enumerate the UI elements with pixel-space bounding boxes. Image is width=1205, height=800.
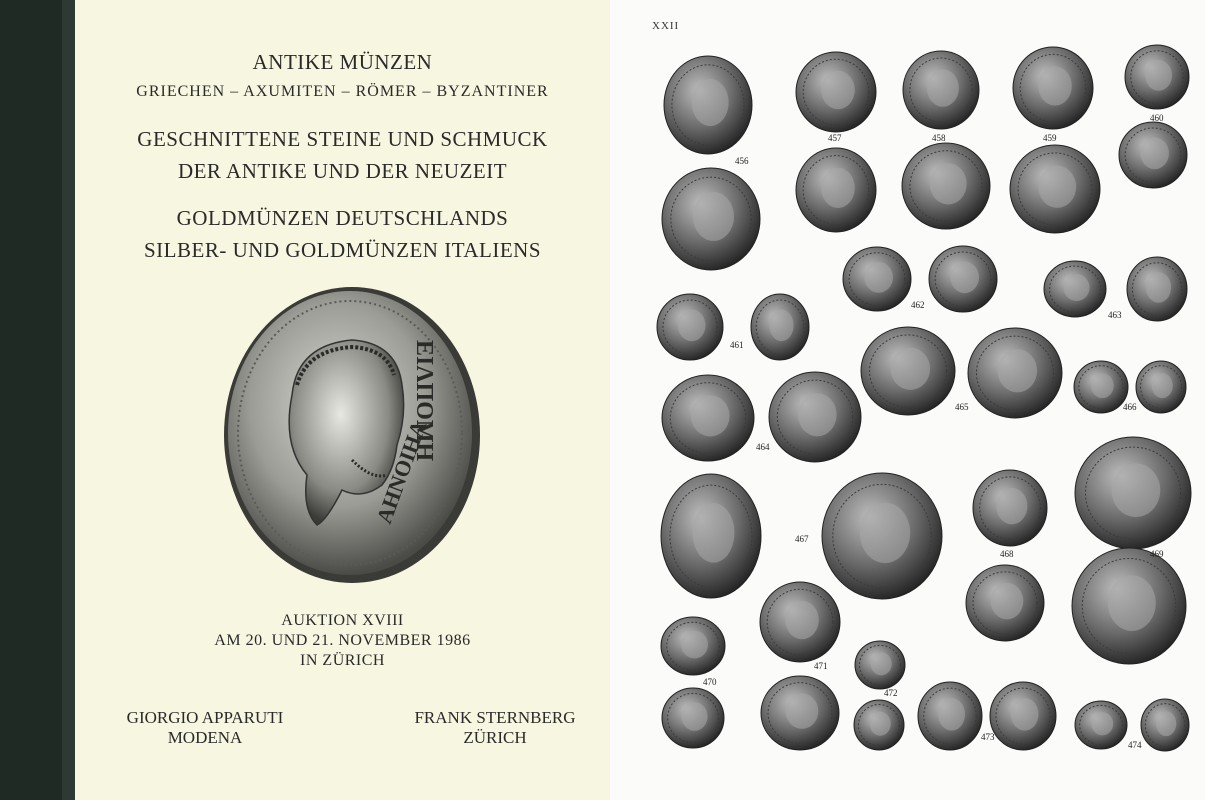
coin-relief	[1112, 463, 1161, 517]
coin-relief	[1064, 274, 1090, 301]
cover-section2-line1: GESCHNITTENE STEINE UND SCHMUCK	[137, 127, 548, 151]
publisher-right-name: FRANK STERNBERG	[414, 708, 576, 727]
coin-label-466: 466	[1123, 402, 1137, 412]
coin-relief	[692, 79, 729, 126]
coin-relief	[1038, 66, 1072, 105]
coin-relief	[786, 693, 819, 729]
coin-relief	[691, 395, 730, 436]
coin-relief	[1156, 711, 1176, 736]
coin-relief	[1011, 698, 1039, 731]
auction-date: AM 20. UND 21. NOVEMBER 1986	[214, 632, 471, 649]
coin-label-469: 469	[1150, 549, 1164, 559]
coin-relief	[681, 631, 708, 659]
coin-relief	[1108, 575, 1156, 631]
coin-label-461: 461	[730, 340, 744, 350]
coin-label-459: 459	[1043, 133, 1057, 143]
coin-label-470: 470	[703, 677, 717, 687]
coin-plate	[610, 0, 1205, 800]
coin-relief	[821, 71, 855, 109]
cover-subtitle: GRIECHEN – AXUMITEN – RÖMER – BYZANTINER	[136, 83, 549, 100]
cover-title: ANTIKE MÜNZEN	[252, 50, 433, 74]
auction-number: AUKTION XVIII	[281, 612, 404, 629]
cover-coin-inscription-bottom: ΑΗΝΟΙΗΑ	[371, 417, 432, 527]
publisher-left-name: GIORGIO APPARUTI	[126, 708, 284, 727]
coin-relief	[998, 349, 1037, 392]
coin-label-474: 474	[1128, 740, 1142, 750]
book-spine-edge	[62, 0, 75, 800]
coin-label-473: 473	[981, 732, 995, 742]
auction-place: IN ZÜRICH	[300, 652, 385, 669]
publisher-right-city: ZÜRICH	[463, 728, 527, 747]
coin-label-464: 464	[756, 442, 770, 452]
coin-relief	[991, 583, 1024, 619]
coin-label-471: 471	[814, 661, 828, 671]
coin-relief	[785, 601, 819, 639]
coin-relief	[1146, 272, 1171, 303]
cover-section3-line1: GOLDMÜNZEN DEUTSCHLANDS	[176, 206, 509, 230]
publisher-left-city: MODENA	[167, 728, 243, 747]
cover-section2-line2: DER ANTIKE UND DER NEUZEIT	[177, 159, 508, 183]
cover-section3-line2: SILBER- UND GOLDMÜNZEN ITALIENS	[143, 238, 542, 262]
coin-label-460: 460	[1150, 113, 1164, 123]
coin-relief	[693, 192, 734, 241]
coin-label-467: 467	[795, 534, 809, 544]
coin-label-456: 456	[735, 156, 749, 166]
coin-label-472: 472	[884, 688, 898, 698]
coin-label-468: 468	[1000, 549, 1014, 559]
coin-relief	[1140, 138, 1169, 170]
coin-label-457: 457	[828, 133, 842, 143]
coin-relief	[891, 348, 930, 390]
coin-relief	[1152, 373, 1173, 398]
coin-relief	[1145, 60, 1172, 91]
coin-relief	[678, 310, 706, 342]
coin-relief	[821, 168, 855, 208]
coin-relief	[1091, 712, 1113, 735]
coin-label-465: 465	[955, 402, 969, 412]
coin-relief	[860, 503, 910, 563]
cover-coin-inscription-right: ΕΙΛΠΟΜΗ	[411, 340, 437, 462]
coin-relief	[798, 393, 837, 436]
coin-relief	[1038, 166, 1076, 208]
coin-relief	[871, 652, 892, 675]
coin-label-462: 462	[911, 300, 925, 310]
plate-number: XXII	[652, 20, 680, 32]
coin-label-458: 458	[932, 133, 946, 143]
coin-relief	[927, 69, 959, 106]
coin-relief	[938, 698, 965, 731]
coin-relief	[870, 712, 891, 736]
coin-relief	[864, 262, 893, 293]
coin-relief	[1091, 373, 1114, 398]
coin-relief	[950, 262, 979, 294]
coin-relief	[693, 503, 735, 563]
cover-coin-image	[222, 285, 482, 590]
coin-label-463: 463	[1108, 310, 1122, 320]
coin-relief	[769, 310, 793, 342]
coin-relief	[682, 702, 708, 731]
coin-relief	[996, 488, 1027, 524]
coin-relief	[930, 163, 967, 204]
